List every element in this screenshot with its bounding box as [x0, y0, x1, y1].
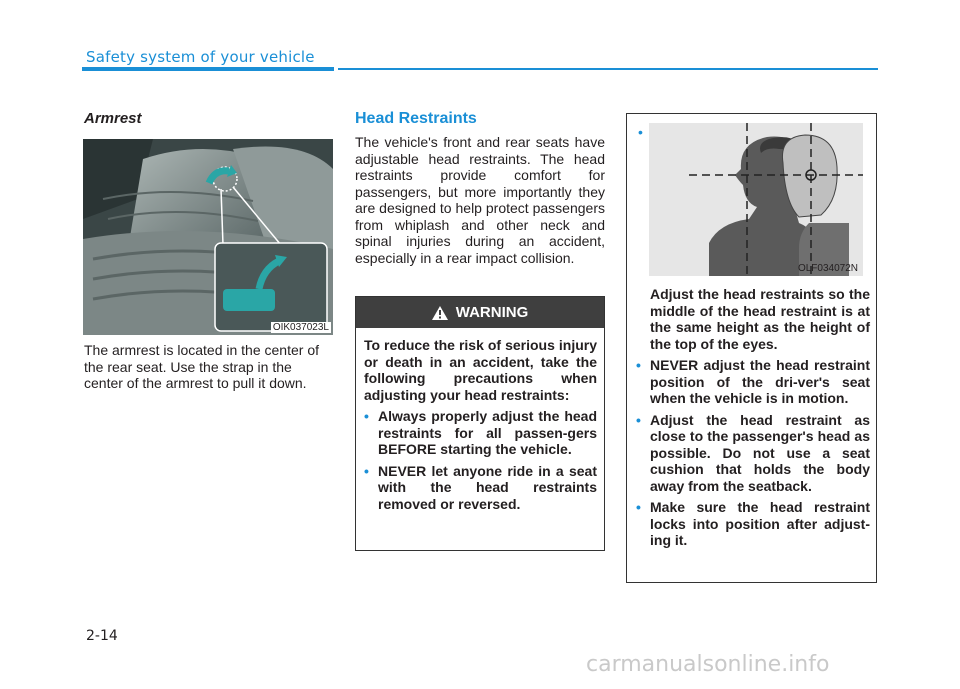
warning-label: WARNING [455, 304, 529, 321]
instruction-bullet: • NEVER adjust the head restraint position of the dri-ver's seat when the vehicle is in motion. [636, 357, 870, 407]
head-restraint-instructions-box [626, 113, 877, 583]
instruction-item: Adjust the head restraints so the middle of the head restraint is at the same height as the height of the top of the eyes. [650, 286, 870, 352]
warning-bullet: • NEVER let anyone ride in a seat with the head restraints removed or reversed. [364, 463, 597, 513]
armrest-description: The armrest is located in the center of the rear seat. Use the strap in the center of the armrest to pull it down. [84, 342, 319, 391]
warning-bullet: • Always properly adjust the head restraints for all passen-gers BEFORE starting the vehicle. [364, 408, 597, 458]
instruction-bullet: • Make sure the head restraint locks into position after adjust-ing it. [636, 499, 870, 549]
armrest-illustration [83, 139, 333, 335]
warning-intro: To reduce the risk of serious injury or death in an accident, take the following precautions when adjusting your head restraints: [364, 337, 597, 403]
instruction-bullets [636, 357, 870, 549]
header-title: Safety system of your vehicle [86, 48, 315, 66]
head-restraint-illustration [649, 123, 863, 276]
watermark: carmanualsonline.info [586, 652, 830, 677]
warning-box [355, 296, 605, 551]
header-bar-thin [338, 68, 878, 70]
head-figure-code: OLF034072N [797, 263, 858, 274]
armrest-figure-code: OIK037023L [272, 322, 329, 333]
armrest-seat-illustration [83, 139, 333, 335]
armrest-heading: Armrest [84, 110, 142, 127]
warning-header [356, 297, 604, 328]
header-bar-thick [82, 67, 334, 71]
bullet-marker: • [638, 124, 643, 140]
head-restraint-diagram [649, 123, 863, 276]
head-restraints-heading: Head Restraints [355, 110, 477, 127]
warning-triangle-icon [432, 306, 448, 320]
head-restraint-instructions [636, 286, 870, 549]
instruction-bullet: • Adjust the head restraint as close to the passenger's head as possible. Do not use a seat cushion that holds the body away from the seatback. [636, 412, 870, 495]
head-restraints-description: The vehicle's front and rear seats have adjustable head restraints. The head restraints provide comfort for passengers, but more importantly they are designed to help protect passengers from whiplash and other neck and spinal injuries during an accident, especially in a rear impact collision. [355, 134, 605, 266]
warning-bullets [364, 408, 597, 512]
page-number: 2-14 [86, 628, 118, 644]
warning-body [356, 328, 604, 512]
